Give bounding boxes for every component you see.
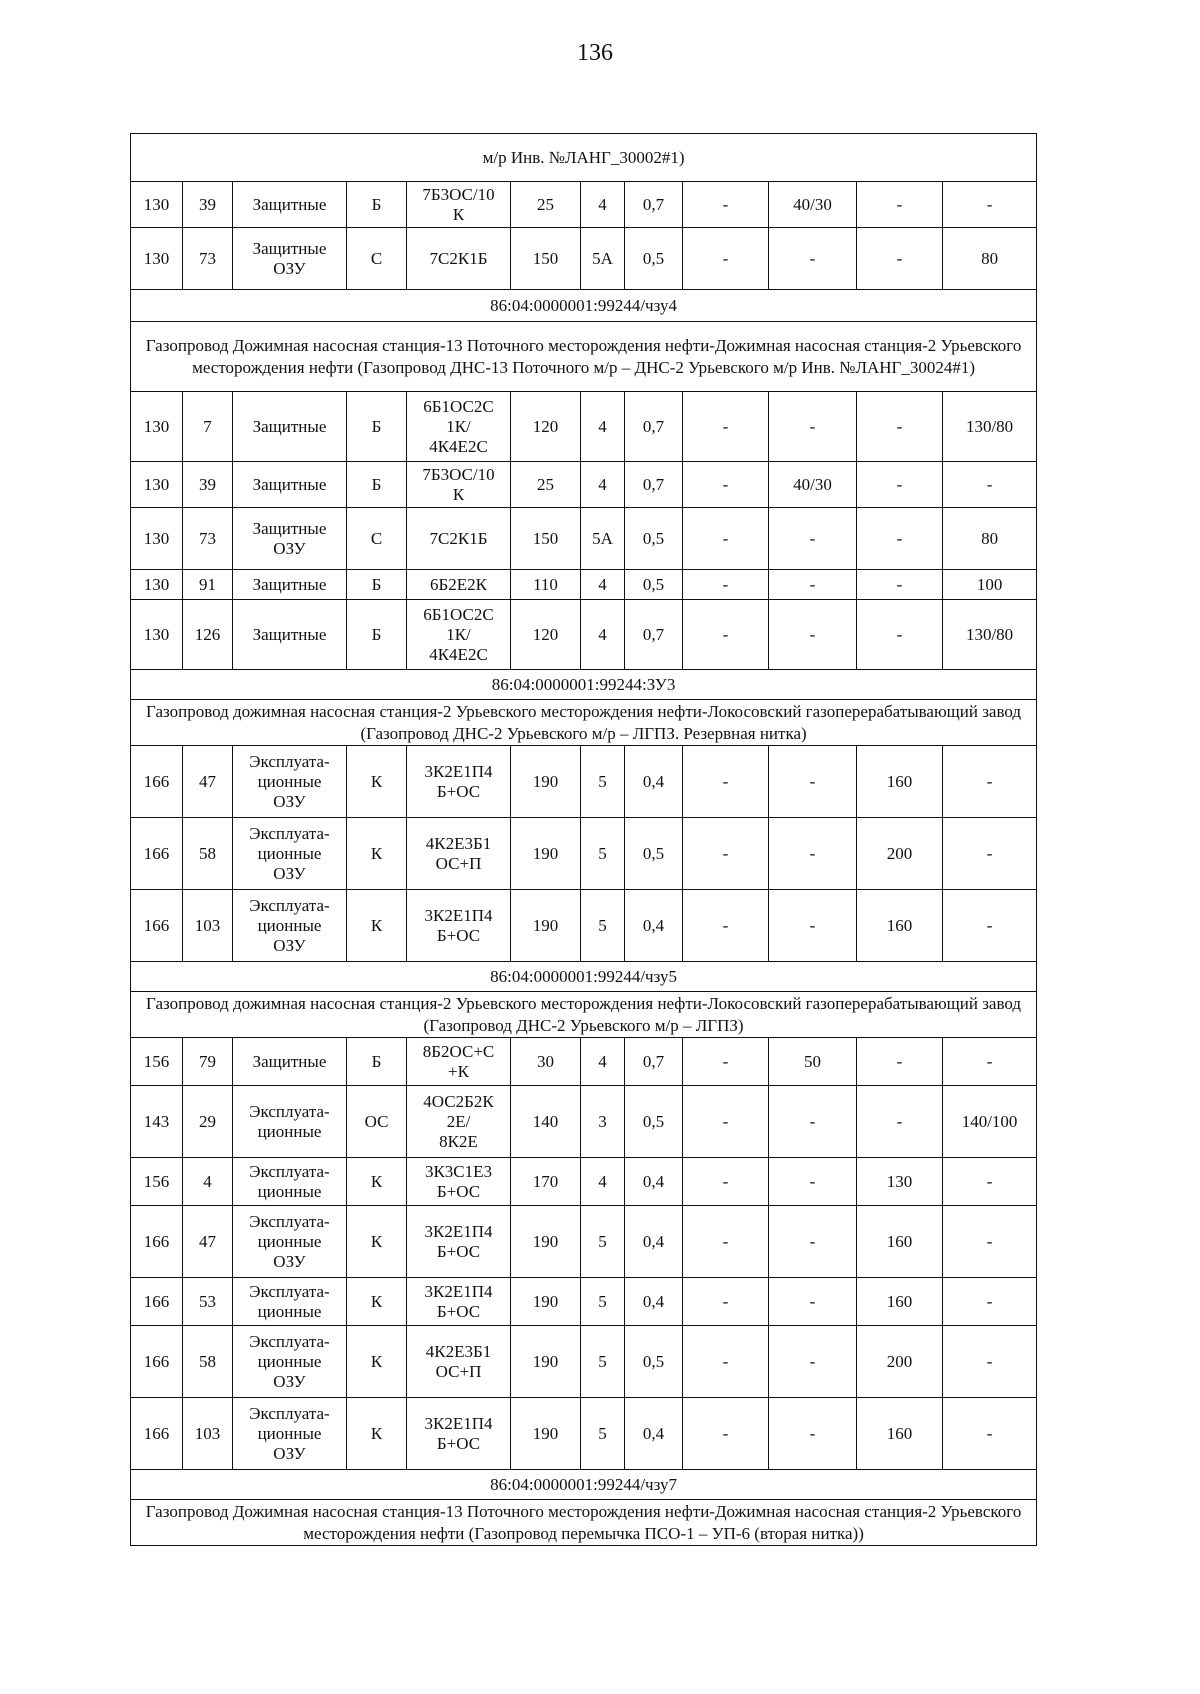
cadastral-number: 86:04:0000001:99244/чзу4 [131,290,1037,322]
cell-category: К [347,1398,407,1470]
cell-column-12: - [943,1326,1037,1398]
cell-column-11: - [857,508,943,570]
cell-purpose: Эксплуата- ционные ОЗУ [233,890,347,962]
cell-ecp-code: 7Б3ОС/10 К [407,182,511,228]
cell-thickness: 0,5 [625,1086,683,1158]
cell-column-11: - [857,600,943,670]
table-row [131,1086,1037,1158]
cell-category: Б [347,462,407,508]
cell-length: 25 [511,182,581,228]
cell-purpose: Эксплуата- ционные ОЗУ [233,1326,347,1398]
cell-column-11: 160 [857,746,943,818]
table-row [131,600,1037,670]
cell-column-12: - [943,182,1037,228]
cell-ecp-code: 6Б2Е2К [407,570,511,600]
table-row [131,1326,1037,1398]
title-row [131,700,1037,746]
cell-length: 190 [511,1206,581,1278]
cell-category: К [347,1278,407,1326]
cell-column-9: - [683,746,769,818]
cell-purpose: Эксплуата- ционные [233,1086,347,1158]
cell-category: К [347,1158,407,1206]
cell-picket-number: 126 [183,600,233,670]
cell-depth: 3 [581,1086,625,1158]
cell-picket-number: 58 [183,1326,233,1398]
cell-column-9: - [683,228,769,290]
cell-pipeline-number: 130 [131,462,183,508]
cell-column-9: - [683,1038,769,1086]
cell-length: 150 [511,228,581,290]
cell-ecp-code: 7С2К1Б [407,508,511,570]
cell-picket-number: 53 [183,1278,233,1326]
table-row [131,570,1037,600]
cell-thickness: 0,4 [625,746,683,818]
cell-column-10: - [769,1398,857,1470]
cell-column-10: - [769,890,857,962]
table-row [131,1158,1037,1206]
cell-thickness: 0,4 [625,1398,683,1470]
cell-column-11: 160 [857,1206,943,1278]
cell-category: Б [347,1038,407,1086]
cell-column-12: 130/80 [943,600,1037,670]
cell-length: 170 [511,1158,581,1206]
cell-purpose: Защитные [233,600,347,670]
cell-column-9: - [683,462,769,508]
cell-pipeline-number: 166 [131,1278,183,1326]
cell-pipeline-number: 130 [131,570,183,600]
cell-pipeline-number: 166 [131,1206,183,1278]
cell-depth: 5 [581,1206,625,1278]
cell-purpose: Защитные ОЗУ [233,508,347,570]
cell-pipeline-number: 166 [131,818,183,890]
cell-column-9: - [683,890,769,962]
cell-purpose: Защитные [233,570,347,600]
cell-category: С [347,228,407,290]
cell-thickness: 0,4 [625,1278,683,1326]
cell-column-9: - [683,1278,769,1326]
cell-column-10: 40/30 [769,462,857,508]
cell-column-10: 50 [769,1038,857,1086]
cell-category: К [347,1326,407,1398]
cell-column-11: - [857,1038,943,1086]
cell-column-9: - [683,570,769,600]
cell-purpose: Эксплуата- ционные ОЗУ [233,1398,347,1470]
cell-thickness: 0,5 [625,508,683,570]
cell-picket-number: 103 [183,1398,233,1470]
cell-depth: 4 [581,1038,625,1086]
cell-ecp-code: 4К2Е3Б1 ОС+П [407,818,511,890]
cell-picket-number: 103 [183,890,233,962]
cell-purpose: Эксплуата- ционные [233,1158,347,1206]
cell-picket-number: 79 [183,1038,233,1086]
cell-thickness: 0,7 [625,600,683,670]
cell-pipeline-number: 130 [131,508,183,570]
cell-thickness: 0,4 [625,1206,683,1278]
section-row [131,1470,1037,1500]
cell-column-12: 80 [943,228,1037,290]
cell-column-9: - [683,1086,769,1158]
cell-picket-number: 4 [183,1158,233,1206]
title-row [131,992,1037,1038]
cell-thickness: 0,5 [625,228,683,290]
cell-ecp-code: 7С2К1Б [407,228,511,290]
cell-column-12: 80 [943,508,1037,570]
cell-column-9: - [683,1398,769,1470]
title-row [131,134,1037,182]
cell-column-10: - [769,1206,857,1278]
cell-category: К [347,746,407,818]
cell-depth: 5 [581,1278,625,1326]
cell-thickness: 0,5 [625,818,683,890]
cadastral-number: 86:04:0000001:99244:ЗУ3 [131,670,1037,700]
cell-pipeline-number: 130 [131,600,183,670]
cell-column-11: 160 [857,1398,943,1470]
cell-length: 120 [511,600,581,670]
cell-purpose: Эксплуата- ционные ОЗУ [233,818,347,890]
cell-depth: 5А [581,508,625,570]
title-row [131,322,1037,392]
cell-column-11: - [857,392,943,462]
cell-thickness: 0,7 [625,1038,683,1086]
cell-column-9: - [683,818,769,890]
section-row [131,962,1037,992]
cell-column-12: 100 [943,570,1037,600]
cell-column-12: 130/80 [943,392,1037,462]
cell-depth: 4 [581,462,625,508]
cell-column-9: - [683,1158,769,1206]
cell-purpose: Эксплуата- ционные ОЗУ [233,1206,347,1278]
cell-column-10: - [769,508,857,570]
section-row [131,670,1037,700]
cell-pipeline-number: 130 [131,228,183,290]
cell-purpose: Защитные ОЗУ [233,228,347,290]
pipeline-table [130,133,1037,1546]
cell-column-11: 130 [857,1158,943,1206]
cell-purpose: Защитные [233,392,347,462]
cell-category: К [347,1206,407,1278]
cell-column-11: 200 [857,1326,943,1398]
cell-depth: 4 [581,1158,625,1206]
cell-column-12: - [943,890,1037,962]
cell-ecp-code: 3К3С1Е3 Б+ОС [407,1158,511,1206]
cell-ecp-code: 4ОС2Б2К 2Е/ 8К2Е [407,1086,511,1158]
cell-length: 190 [511,746,581,818]
table-row [131,1398,1037,1470]
table-row [131,1206,1037,1278]
cell-purpose: Защитные [233,182,347,228]
table-row [131,392,1037,462]
cell-depth: 5 [581,746,625,818]
section-row [131,290,1037,322]
cell-ecp-code: 3К2Е1П4 Б+ОС [407,890,511,962]
cell-ecp-code: 3К2Е1П4 Б+ОС [407,1206,511,1278]
cell-column-10: - [769,228,857,290]
cell-thickness: 0,7 [625,392,683,462]
cell-length: 190 [511,1398,581,1470]
cell-ecp-code: 8Б2ОС+С +К [407,1038,511,1086]
cell-thickness: 0,4 [625,890,683,962]
cell-column-12: - [943,1158,1037,1206]
cell-depth: 4 [581,570,625,600]
table-row [131,508,1037,570]
cell-column-12: - [943,818,1037,890]
cell-depth: 5А [581,228,625,290]
cell-length: 150 [511,508,581,570]
cell-column-11: - [857,1086,943,1158]
cell-picket-number: 47 [183,1206,233,1278]
cell-length: 190 [511,818,581,890]
cell-depth: 5 [581,1398,625,1470]
pipeline-title: Газопровод Дожимная насосная станция-13 Поточного месторождения нефти-Дожимная насосная станция-2 Урьевского месторождения нефти (Газопровод ДНС-13 Поточного м/р – ДНС-2 Урьевского м/р Инв. №ЛАНГ_30024#1) [131,322,1037,392]
cell-column-10: - [769,570,857,600]
cell-column-11: 160 [857,1278,943,1326]
cell-thickness: 0,5 [625,1326,683,1398]
cell-category: ОС [347,1086,407,1158]
cell-purpose: Эксплуата- ционные ОЗУ [233,746,347,818]
cell-column-11: - [857,182,943,228]
cell-purpose: Защитные [233,1038,347,1086]
table-row [131,890,1037,962]
cell-column-12: - [943,1038,1037,1086]
cell-pipeline-number: 130 [131,392,183,462]
cell-depth: 5 [581,818,625,890]
cell-thickness: 0,7 [625,462,683,508]
cell-column-11: - [857,570,943,600]
cell-ecp-code: 3К2Е1П4 Б+ОС [407,1278,511,1326]
cell-column-12: - [943,1278,1037,1326]
cell-ecp-code: 7Б3ОС/10 К [407,462,511,508]
cell-category: Б [347,600,407,670]
cell-length: 110 [511,570,581,600]
cell-pipeline-number: 130 [131,182,183,228]
cell-category: С [347,508,407,570]
cell-ecp-code: 4К2Е3Б1 ОС+П [407,1326,511,1398]
cell-column-9: - [683,392,769,462]
cell-depth: 4 [581,182,625,228]
cell-length: 120 [511,392,581,462]
cell-column-10: - [769,1158,857,1206]
cell-purpose: Эксплуата- ционные [233,1278,347,1326]
cell-pipeline-number: 156 [131,1038,183,1086]
cell-column-12: 140/100 [943,1086,1037,1158]
cell-length: 190 [511,890,581,962]
cell-column-10: - [769,392,857,462]
pipeline-title: Газопровод дожимная насосная станция-2 Урьевского месторождения нефти-Локосовский газоперерабатывающий завод (Газопровод ДНС-2 Урьевского м/р – ЛГПЗ. Резервная нитка) [131,700,1037,746]
cell-ecp-code: 6Б1ОС2С 1К/ 4К4Е2С [407,600,511,670]
cell-thickness: 0,7 [625,182,683,228]
pipeline-title: Газопровод дожимная насосная станция-2 Урьевского месторождения нефти-Локосовский газоперерабатывающий завод (Газопровод ДНС-2 Урьевского м/р – ЛГПЗ) [131,992,1037,1038]
cell-column-9: - [683,600,769,670]
cell-picket-number: 47 [183,746,233,818]
cell-pipeline-number: 166 [131,746,183,818]
table-row [131,182,1037,228]
cell-category: Б [347,570,407,600]
cell-column-9: - [683,508,769,570]
cell-pipeline-number: 166 [131,890,183,962]
cell-picket-number: 73 [183,228,233,290]
cell-category: Б [347,392,407,462]
cell-column-10: - [769,1326,857,1398]
page-number: 136 [577,40,613,66]
title-row [131,1500,1037,1546]
table-body [131,134,1037,1546]
cell-column-12: - [943,1206,1037,1278]
cell-picket-number: 73 [183,508,233,570]
cell-ecp-code: 6Б1ОС2С 1К/ 4К4Е2С [407,392,511,462]
cell-pipeline-number: 166 [131,1398,183,1470]
cell-length: 190 [511,1326,581,1398]
cell-column-9: - [683,1326,769,1398]
cell-column-10: - [769,818,857,890]
cell-thickness: 0,4 [625,1158,683,1206]
cell-purpose: Защитные [233,462,347,508]
cell-column-9: - [683,182,769,228]
cell-column-10: - [769,600,857,670]
cadastral-number: 86:04:0000001:99244/чзу7 [131,1470,1037,1500]
cell-column-11: - [857,462,943,508]
cell-picket-number: 58 [183,818,233,890]
cell-column-12: - [943,746,1037,818]
table-row [131,462,1037,508]
cell-column-9: - [683,1206,769,1278]
cell-column-10: - [769,746,857,818]
cell-category: К [347,890,407,962]
cell-category: К [347,818,407,890]
cell-depth: 5 [581,1326,625,1398]
pipeline-title: м/р Инв. №ЛАНГ_30002#1) [131,134,1037,182]
cell-depth: 5 [581,890,625,962]
table-row [131,746,1037,818]
cell-column-12: - [943,462,1037,508]
cell-pipeline-number: 143 [131,1086,183,1158]
cell-picket-number: 91 [183,570,233,600]
cell-length: 25 [511,462,581,508]
cell-column-11: 160 [857,890,943,962]
cell-length: 30 [511,1038,581,1086]
cell-ecp-code: 3К2Е1П4 Б+ОС [407,1398,511,1470]
cell-picket-number: 39 [183,182,233,228]
cell-length: 190 [511,1278,581,1326]
cadastral-number: 86:04:0000001:99244/чзу5 [131,962,1037,992]
cell-column-11: - [857,228,943,290]
cell-depth: 4 [581,392,625,462]
cell-thickness: 0,5 [625,570,683,600]
cell-column-10: - [769,1278,857,1326]
cell-picket-number: 39 [183,462,233,508]
pipeline-title: Газопровод Дожимная насосная станция-13 Поточного месторождения нефти-Дожимная насосная станция-2 Урьевского месторождения нефти (Газопровод перемычка ПСО-1 – УП-6 (вторая нитка)) [131,1500,1037,1546]
cell-pipeline-number: 156 [131,1158,183,1206]
cell-column-10: 40/30 [769,182,857,228]
cell-depth: 4 [581,600,625,670]
cell-column-11: 200 [857,818,943,890]
table-row [131,1278,1037,1326]
table-row [131,1038,1037,1086]
cell-column-10: - [769,1086,857,1158]
cell-length: 140 [511,1086,581,1158]
cell-column-12: - [943,1398,1037,1470]
table-row [131,228,1037,290]
cell-category: Б [347,182,407,228]
cell-picket-number: 7 [183,392,233,462]
cell-pipeline-number: 166 [131,1326,183,1398]
cell-ecp-code: 3К2Е1П4 Б+ОС [407,746,511,818]
table-row [131,818,1037,890]
cell-picket-number: 29 [183,1086,233,1158]
